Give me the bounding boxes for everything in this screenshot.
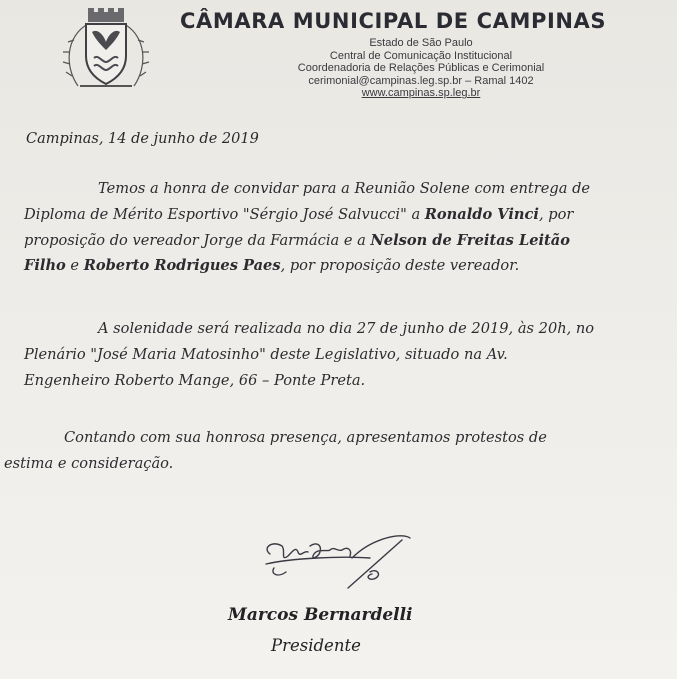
honoree-name: Ronaldo Vinci [424,205,539,223]
text-run: estima e consideração. [4,454,174,472]
signer-title: Presidente [271,636,361,655]
signer-name: Marcos Bernardelli [228,605,413,625]
coat-of-arms-icon [58,6,154,94]
text-run: A solenidade será realizada no dia 27 de junho de 2019, às 20h, no [98,320,595,337]
contact-line: cerimonial@campinas.leg.sp.br – Ramal 1402 [308,74,534,87]
honoree-name: Roberto Rodrigues Paes [83,257,281,275]
honoree-name: Nelson de Freitas Leitão [370,231,570,249]
org-name: CÂMARA MUNICIPAL DE CAMPINAS [180,9,607,33]
text-run: Diploma de Mérito Esportivo "Sérgio José Salvucci" a [24,205,425,223]
letter-date: Campinas, 14 de junho de 2019 [26,131,259,147]
paragraph-event-details [24,316,660,393]
text-run: Temos a honra de convidar para a Reunião Solene com entrega de [98,180,591,197]
text-run: e [65,257,84,275]
paragraph-invitation [24,176,660,279]
state-line: Estado de São Paulo [369,37,473,49]
department-line-1: Central de Comunicação Institucional [329,49,513,62]
text-run: proposição do vereador Jorge da Farmácia e a [24,231,371,249]
text-run: Engenheiro Roberto Mange, 66 – Ponte Preta. [24,371,366,389]
handwritten-signature-icon [252,528,422,598]
text-run: , por [538,205,574,223]
website-link[interactable]: www.campinas.sp.leg.br [361,87,481,100]
paragraph-closing [4,425,660,477]
honoree-name: Filho [24,257,66,275]
text-run: Contando com sua honrosa presença, apresentamos protestos de [64,429,547,446]
letterhead [180,8,660,34]
letterhead-details [256,37,586,100]
department-line-2: Coordenadoria de Relações Públicas e Cerimonial [297,62,545,75]
text-run: Plenário "José Maria Matosinho" deste Legislativo, situado na Av. [24,345,508,363]
text-run: , por proposição deste vereador. [280,257,520,275]
